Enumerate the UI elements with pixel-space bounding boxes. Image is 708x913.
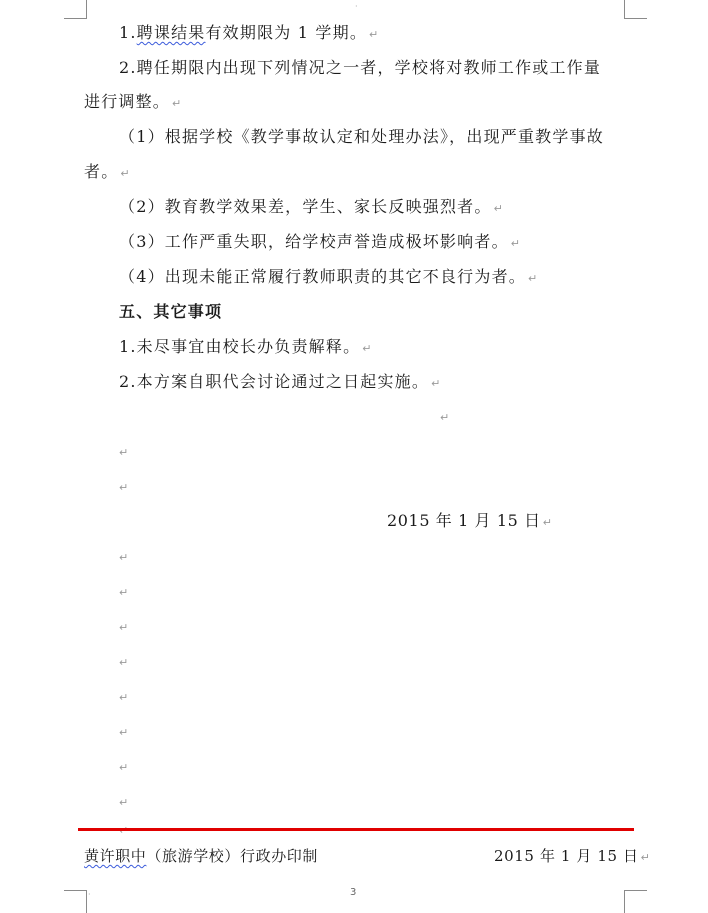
paragraph-mark-icon: ↵ — [431, 377, 441, 390]
item-4[interactable] — [119, 267, 537, 289]
paragraph-1-text: 有效期限为 1 学期。 — [205, 23, 368, 42]
section-item-2[interactable] — [119, 372, 440, 394]
paragraph-text: （3）工作严重失职，给学校声誉造成极坏影响者。 — [119, 232, 509, 251]
heading-text: 五、其它事项 — [119, 302, 223, 321]
paragraph-mark-icon: ↵ — [119, 726, 129, 739]
paragraph-text: （1）根据学校《教学事故认定和处理办法》，出现严重教学事故 — [119, 127, 604, 146]
paragraph-text: 者。 — [84, 162, 119, 181]
section-item-1[interactable] — [119, 337, 372, 359]
top-anchor-mark: · — [355, 2, 358, 11]
footer-org[interactable] — [84, 846, 318, 866]
footer-org-text: （旅游学校）行政办印制 — [146, 847, 319, 865]
footer-date[interactable] — [494, 846, 650, 868]
spellcheck-underlined-text[interactable]: 黄许职中 — [84, 847, 147, 865]
paragraph-text: （4）出现未能正常履行教师职责的其它不良行为者。 — [119, 267, 526, 286]
paragraph-mark-icon: ↵ — [362, 342, 372, 355]
signature-date[interactable] — [387, 511, 552, 533]
item-3[interactable] — [119, 232, 520, 254]
paragraph-1-number: 1. — [119, 23, 137, 42]
paragraph-mark-icon — [119, 824, 128, 838]
date-text: 2015 年 1 月 15 日 — [387, 511, 541, 530]
item-1-line-2[interactable] — [84, 162, 130, 184]
spellcheck-underlined-text[interactable]: 聘课结果 — [136, 23, 206, 42]
crop-mark-top-right — [624, 0, 647, 19]
item-1-line-1[interactable] — [119, 127, 604, 147]
paragraph-mark-icon: ↵ — [119, 761, 129, 774]
paragraph-mark-icon: ↵ — [119, 481, 129, 494]
page-number: 3 — [350, 887, 357, 898]
paragraph-mark-icon: ↵ — [119, 586, 129, 599]
paragraph-text: （2）教育教学效果差，学生、家长反映强烈者。 — [119, 197, 492, 216]
paragraph-mark-icon: ↵ — [510, 237, 520, 250]
section-heading[interactable] — [119, 302, 222, 322]
date-text: 2015 年 1 月 15 日 — [494, 847, 639, 865]
bottom-anchor-mark: · — [88, 890, 91, 899]
crop-mark-top-left — [64, 0, 87, 19]
item-2[interactable] — [119, 197, 503, 219]
paragraph-mark-icon: ↵ — [440, 411, 450, 424]
paragraph-mark-icon: ↵ — [119, 621, 129, 634]
paragraph-text: 2.聘任期限内出现下列情况之一者，学校将对教师工作或工作量 — [119, 58, 602, 77]
paragraph-text: 2.本方案自职代会讨论通过之日起实施。 — [119, 372, 430, 391]
paragraph-mark-icon: ↵ — [120, 167, 130, 180]
paragraph-text: 进行调整。 — [84, 92, 171, 111]
paragraph-mark-icon: ↵ — [119, 446, 129, 459]
paragraph-mark-icon: ↵ — [172, 97, 182, 110]
paragraph-1[interactable] — [119, 23, 378, 45]
paragraph-mark-icon: ↵ — [527, 272, 538, 285]
paragraph-mark-icon: ↵ — [542, 516, 552, 529]
paragraph-2-line-2[interactable] — [84, 92, 181, 114]
paragraph-2-line-1[interactable] — [119, 58, 601, 78]
paragraph-mark-icon: ↵ — [640, 851, 650, 864]
paragraph-mark-icon: ↵ — [119, 656, 129, 669]
paragraph-mark-icon: ↵ — [493, 202, 503, 215]
paragraph-mark-icon: ↵ — [119, 551, 129, 564]
paragraph-mark-icon: ↵ — [119, 691, 129, 704]
paragraph-mark-icon: ↵ — [369, 28, 379, 41]
red-divider-line — [78, 828, 634, 831]
paragraph-text: 1.未尽事宜由校长办负责解释。 — [119, 337, 361, 356]
paragraph-mark-icon: ↵ — [119, 796, 129, 809]
